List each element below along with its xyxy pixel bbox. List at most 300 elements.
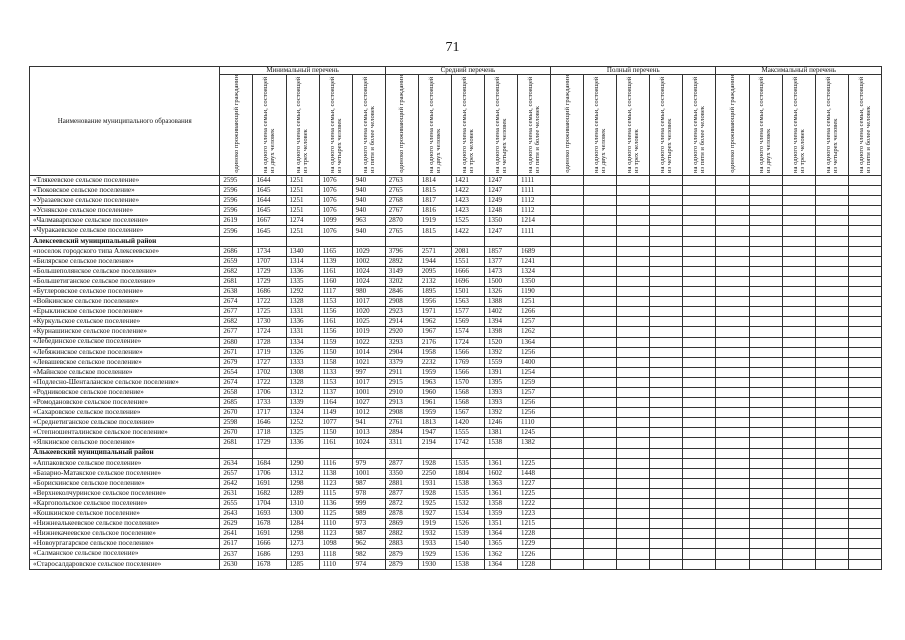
value-cell: 1314	[286, 256, 319, 266]
value-cell: 1340	[286, 246, 319, 256]
value-cell	[716, 408, 749, 418]
value-cell: 1956	[418, 297, 451, 307]
value-cell: 2682	[220, 266, 253, 276]
value-cell	[584, 337, 617, 347]
value-cell: 2881	[385, 478, 418, 488]
value-cell	[551, 418, 584, 428]
value-cell	[683, 418, 716, 428]
value-cell	[716, 549, 749, 559]
value-cell	[451, 236, 484, 246]
value-cell	[683, 408, 716, 418]
value-cell: 2879	[385, 559, 418, 569]
value-cell	[749, 448, 782, 458]
value-cell	[782, 236, 815, 246]
value-cell	[848, 398, 881, 408]
value-cell	[782, 418, 815, 428]
value-cell	[683, 458, 716, 468]
value-cell	[683, 509, 716, 519]
table-row	[30, 307, 882, 317]
value-cell	[683, 327, 716, 337]
value-cell: 1398	[484, 327, 517, 337]
value-cell: 1395	[484, 377, 517, 387]
table-row	[30, 337, 882, 347]
subcolumn-header	[650, 75, 683, 176]
value-cell: 1024	[352, 266, 385, 276]
group-header: Минимальный перечень	[220, 67, 385, 75]
value-cell: 1927	[418, 509, 451, 519]
value-cell	[815, 408, 848, 418]
value-cell: 1333	[286, 357, 319, 367]
value-cell	[782, 266, 815, 276]
value-cell: 1251	[286, 186, 319, 196]
table-row	[30, 488, 882, 498]
value-cell	[551, 519, 584, 529]
value-cell: 1256	[518, 398, 551, 408]
value-cell	[848, 488, 881, 498]
value-cell	[848, 226, 881, 236]
value-cell	[848, 186, 881, 196]
value-cell	[716, 327, 749, 337]
settlement-name: «Левашевское сельское поселение»	[30, 357, 220, 367]
value-cell	[848, 307, 881, 317]
value-cell: 1536	[451, 549, 484, 559]
value-cell: 1324	[286, 408, 319, 418]
value-cell: 1335	[286, 276, 319, 286]
value-cell	[848, 519, 881, 529]
value-cell	[716, 377, 749, 387]
value-cell	[683, 206, 716, 216]
district-row	[30, 236, 882, 246]
value-cell	[782, 307, 815, 317]
value-cell	[617, 347, 650, 357]
value-cell	[617, 418, 650, 428]
value-cell	[683, 387, 716, 397]
value-cell	[584, 539, 617, 549]
value-cell	[815, 488, 848, 498]
value-cell: 1566	[451, 367, 484, 377]
value-cell: 1815	[418, 186, 451, 196]
value-cell: 1361	[484, 458, 517, 468]
value-cell	[617, 246, 650, 256]
value-cell	[617, 226, 650, 236]
value-cell: 1336	[286, 317, 319, 327]
value-cell	[716, 196, 749, 206]
value-cell: 1722	[253, 377, 286, 387]
value-cell	[815, 266, 848, 276]
value-cell	[551, 458, 584, 468]
value-cell	[683, 216, 716, 226]
value-cell	[848, 408, 881, 418]
value-cell: 1944	[418, 256, 451, 266]
value-cell	[749, 266, 782, 276]
value-cell: 1421	[451, 176, 484, 186]
value-cell: 1644	[253, 196, 286, 206]
value-cell: 1164	[319, 398, 352, 408]
value-cell	[815, 438, 848, 448]
value-cell: 1967	[418, 327, 451, 337]
value-cell	[848, 509, 881, 519]
value-cell	[782, 559, 815, 569]
value-cell: 1118	[319, 549, 352, 559]
value-cell: 2617	[220, 539, 253, 549]
value-cell	[551, 307, 584, 317]
value-cell	[782, 438, 815, 448]
value-cell: 1110	[319, 519, 352, 529]
value-cell	[749, 488, 782, 498]
table-row	[30, 226, 882, 236]
value-cell	[749, 458, 782, 468]
settlement-name: «Чалмаварпское сельское поселение»	[30, 216, 220, 226]
value-cell	[749, 317, 782, 327]
value-cell: 1538	[451, 559, 484, 569]
value-cell: 1393	[484, 398, 517, 408]
value-cell: 999	[352, 499, 385, 509]
value-cell: 1002	[352, 256, 385, 266]
value-cell	[815, 529, 848, 539]
subcolumn-header	[683, 75, 716, 176]
value-cell: 1928	[418, 458, 451, 468]
value-cell	[683, 226, 716, 236]
value-cell	[650, 438, 683, 448]
settlement-name: «Верхнеколчуринское сельское поселение»	[30, 488, 220, 498]
value-cell: 1644	[253, 176, 286, 186]
value-cell: 2596	[220, 186, 253, 196]
value-cell	[518, 236, 551, 246]
value-cell: 1111	[518, 226, 551, 236]
subcolumn-header	[617, 75, 650, 176]
value-cell: 1289	[286, 488, 319, 498]
value-cell	[848, 549, 881, 559]
value-cell	[683, 559, 716, 569]
value-cell: 1248	[484, 206, 517, 216]
value-cell: 1359	[484, 509, 517, 519]
value-cell	[815, 478, 848, 488]
value-cell	[749, 438, 782, 448]
value-cell	[617, 196, 650, 206]
value-cell	[617, 317, 650, 327]
table-row	[30, 206, 882, 216]
value-cell	[782, 226, 815, 236]
value-cell	[253, 236, 286, 246]
table-row	[30, 377, 882, 387]
value-cell	[749, 418, 782, 428]
value-cell: 1678	[253, 559, 286, 569]
value-cell	[848, 458, 881, 468]
value-cell	[782, 256, 815, 266]
table-row	[30, 327, 882, 337]
value-cell: 1729	[253, 438, 286, 448]
value-cell	[617, 357, 650, 367]
value-cell	[584, 226, 617, 236]
value-cell	[749, 186, 782, 196]
value-cell	[617, 377, 650, 387]
value-cell	[551, 196, 584, 206]
table-row	[30, 266, 882, 276]
value-cell	[650, 297, 683, 307]
value-cell	[551, 488, 584, 498]
value-cell: 1696	[451, 276, 484, 286]
settlement-name: «Лебяжинское сельское поселение»	[30, 347, 220, 357]
value-cell: 1111	[518, 176, 551, 186]
value-cell: 2870	[385, 216, 418, 226]
value-cell	[782, 347, 815, 357]
value-cell: 1112	[518, 196, 551, 206]
value-cell	[683, 256, 716, 266]
district-name: Алькеевский муниципальный район	[30, 448, 220, 458]
value-cell	[584, 367, 617, 377]
value-cell: 1190	[518, 287, 551, 297]
settlement-name: «Большеполянское сельское поселение»	[30, 266, 220, 276]
value-cell: 1077	[319, 418, 352, 428]
value-cell	[551, 276, 584, 286]
value-cell: 1254	[518, 367, 551, 377]
value-cell: 1017	[352, 377, 385, 387]
value-cell: 1150	[319, 428, 352, 438]
value-cell: 2176	[418, 337, 451, 347]
value-cell	[650, 337, 683, 347]
data-table	[29, 66, 882, 570]
value-cell: 2250	[418, 468, 451, 478]
value-cell: 1473	[484, 266, 517, 276]
subcolumn-header-label: на одного члена семьи, состоящей из двух человек	[262, 76, 277, 173]
value-cell	[617, 509, 650, 519]
value-cell	[584, 317, 617, 327]
value-cell	[650, 559, 683, 569]
name-column-header: Наименование муниципального образования	[30, 67, 220, 176]
value-cell	[782, 377, 815, 387]
value-cell: 1158	[319, 357, 352, 367]
value-cell	[617, 529, 650, 539]
value-cell: 1500	[484, 276, 517, 286]
value-cell: 1153	[319, 377, 352, 387]
value-cell: 1526	[451, 519, 484, 529]
settlement-name: «Базарно-Матакское сельское поселение»	[30, 468, 220, 478]
value-cell	[749, 478, 782, 488]
value-cell	[617, 236, 650, 246]
value-cell	[617, 519, 650, 529]
value-cell	[584, 246, 617, 256]
value-cell: 1328	[286, 297, 319, 307]
value-cell: 1532	[451, 499, 484, 509]
value-cell	[617, 539, 650, 549]
value-cell	[815, 216, 848, 226]
value-cell: 1247	[484, 176, 517, 186]
value-cell: 1769	[451, 357, 484, 367]
value-cell: 1963	[418, 377, 451, 387]
value-cell	[782, 246, 815, 256]
value-cell	[716, 266, 749, 276]
value-cell: 2642	[220, 478, 253, 488]
value-cell	[716, 499, 749, 509]
value-cell	[716, 428, 749, 438]
value-cell: 2914	[385, 317, 418, 327]
value-cell: 2892	[385, 256, 418, 266]
value-cell	[716, 438, 749, 448]
settlement-name: «Борискинское сельское поселение»	[30, 478, 220, 488]
value-cell	[683, 549, 716, 559]
settlement-name: «Ерыклинское сельское поселение»	[30, 307, 220, 317]
value-cell	[584, 398, 617, 408]
value-cell	[584, 438, 617, 448]
value-cell: 2913	[385, 398, 418, 408]
value-cell: 974	[352, 559, 385, 569]
table-row	[30, 357, 882, 367]
value-cell: 1448	[518, 468, 551, 478]
value-cell: 1645	[253, 226, 286, 236]
value-cell	[749, 387, 782, 397]
value-cell: 2681	[220, 438, 253, 448]
value-cell: 1645	[253, 206, 286, 216]
value-cell: 1689	[518, 246, 551, 256]
value-cell: 1334	[286, 337, 319, 347]
table-row	[30, 559, 882, 569]
value-cell	[716, 458, 749, 468]
value-cell	[815, 367, 848, 377]
value-cell	[815, 499, 848, 509]
value-cell: 1017	[352, 297, 385, 307]
settlement-name: «Ромодановское сельское поселение»	[30, 398, 220, 408]
value-cell	[815, 347, 848, 357]
value-cell: 1686	[253, 549, 286, 559]
value-cell: 1350	[484, 216, 517, 226]
value-cell	[749, 236, 782, 246]
value-cell	[551, 549, 584, 559]
value-cell	[782, 196, 815, 206]
value-cell	[683, 236, 716, 246]
value-cell: 1025	[352, 317, 385, 327]
value-cell: 1257	[518, 387, 551, 397]
value-cell: 2677	[220, 307, 253, 317]
value-cell: 2872	[385, 499, 418, 509]
subcolumn-header-label: на одного члена семьи, состоящей из четырех человек	[328, 76, 343, 173]
value-cell	[716, 236, 749, 246]
settlement-name: «Среднетиганское сельское поселение»	[30, 418, 220, 428]
value-cell: 1351	[484, 519, 517, 529]
table-row	[30, 418, 882, 428]
value-cell: 962	[352, 539, 385, 549]
value-cell: 1422	[451, 186, 484, 196]
value-cell	[782, 337, 815, 347]
table-row	[30, 196, 882, 206]
value-cell	[617, 287, 650, 297]
value-cell: 1684	[253, 458, 286, 468]
value-cell	[650, 206, 683, 216]
value-cell: 1666	[253, 539, 286, 549]
value-cell: 1365	[484, 539, 517, 549]
value-cell	[848, 387, 881, 397]
value-cell	[716, 488, 749, 498]
value-cell: 1138	[319, 468, 352, 478]
value-cell: 1110	[319, 559, 352, 569]
value-cell	[551, 559, 584, 569]
value-cell: 1292	[286, 287, 319, 297]
value-cell: 1331	[286, 327, 319, 337]
value-cell: 1024	[352, 276, 385, 286]
value-cell	[584, 458, 617, 468]
value-cell: 1133	[319, 367, 352, 377]
value-cell: 1568	[451, 387, 484, 397]
value-cell	[716, 529, 749, 539]
value-cell: 1328	[286, 377, 319, 387]
value-cell	[683, 317, 716, 327]
value-cell	[749, 226, 782, 236]
value-cell	[782, 458, 815, 468]
value-cell	[617, 327, 650, 337]
value-cell: 2638	[220, 287, 253, 297]
value-cell	[352, 448, 385, 458]
value-cell	[782, 398, 815, 408]
value-cell	[286, 236, 319, 246]
value-cell: 1569	[451, 317, 484, 327]
value-cell	[749, 398, 782, 408]
value-cell	[551, 387, 584, 397]
value-cell	[683, 428, 716, 438]
value-cell	[617, 216, 650, 226]
value-cell: 1246	[484, 418, 517, 428]
value-cell	[650, 186, 683, 196]
value-cell	[749, 297, 782, 307]
value-cell	[749, 307, 782, 317]
value-cell: 1501	[451, 287, 484, 297]
value-cell: 1161	[319, 266, 352, 276]
value-cell: 2879	[385, 549, 418, 559]
subcolumn-header-label: на одного члена семьи, состоящей из пяти и более человек	[361, 76, 376, 173]
value-cell: 1256	[518, 347, 551, 357]
table-row	[30, 539, 882, 549]
value-cell: 1273	[286, 539, 319, 549]
value-cell	[749, 529, 782, 539]
value-cell	[551, 337, 584, 347]
value-cell	[749, 559, 782, 569]
value-cell: 940	[352, 186, 385, 196]
value-cell: 1919	[418, 216, 451, 226]
value-cell: 1215	[518, 519, 551, 529]
value-cell	[848, 206, 881, 216]
value-cell: 1251	[286, 206, 319, 216]
value-cell	[220, 448, 253, 458]
value-cell	[815, 418, 848, 428]
table-row	[30, 458, 882, 468]
value-cell	[716, 367, 749, 377]
value-cell: 2915	[385, 377, 418, 387]
value-cell	[650, 367, 683, 377]
value-cell: 1115	[319, 488, 352, 498]
value-cell	[650, 357, 683, 367]
value-cell: 1718	[253, 428, 286, 438]
value-cell: 2681	[220, 276, 253, 286]
value-cell: 2869	[385, 519, 418, 529]
value-cell	[617, 448, 650, 458]
value-cell	[716, 176, 749, 186]
table-row	[30, 186, 882, 196]
value-cell: 1804	[451, 468, 484, 478]
settlement-name: «Нижнекачеевское сельское поселение»	[30, 529, 220, 539]
value-cell: 1729	[253, 276, 286, 286]
value-cell	[551, 176, 584, 186]
value-cell	[782, 186, 815, 196]
value-cell: 1734	[253, 246, 286, 256]
value-cell	[650, 307, 683, 317]
value-cell	[650, 276, 683, 286]
subcolumn-header	[319, 75, 352, 176]
value-cell: 1325	[286, 428, 319, 438]
value-cell	[848, 276, 881, 286]
value-cell	[716, 398, 749, 408]
value-cell	[749, 276, 782, 286]
value-cell	[716, 539, 749, 549]
value-cell	[584, 176, 617, 186]
value-cell: 2768	[385, 196, 418, 206]
